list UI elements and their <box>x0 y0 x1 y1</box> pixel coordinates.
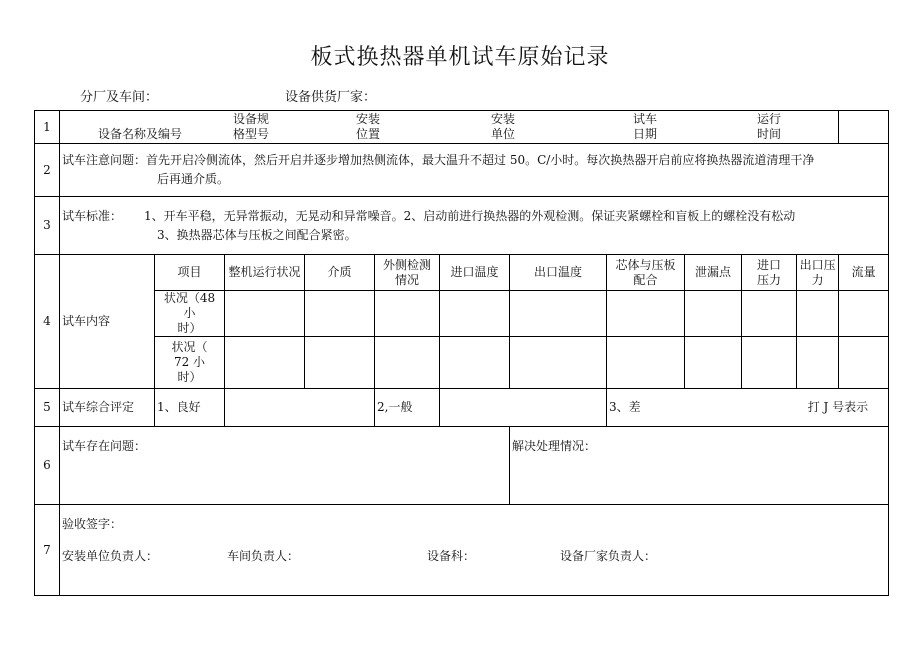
data-cell[interactable] <box>742 337 797 389</box>
medium-header: 介质 <box>305 255 375 291</box>
data-cell[interactable] <box>839 337 889 389</box>
solution-label: 解决处理情况： <box>512 439 597 453</box>
rating-poor-cell[interactable] <box>607 389 889 427</box>
inlet-temp-header: 进口温度 <box>440 255 510 291</box>
status-48h-label: 状况（48 小 时） <box>155 291 225 337</box>
evaluation-label: 试车综合评定 <box>60 389 155 427</box>
rating-average[interactable]: 2,一般 <box>375 389 440 427</box>
notice-line-2: 后再通介质。 <box>157 172 230 186</box>
flow-header: 流量 <box>839 255 889 291</box>
test-date-label-1: 试车 <box>633 112 658 126</box>
standard-line-2: 3、换热器芯体与压板之间配合紧密。 <box>157 227 357 242</box>
overall-status-header: 整机运行状况 <box>225 255 305 291</box>
standard-label: 试车标准： <box>62 208 123 223</box>
data-cell[interactable] <box>797 337 839 389</box>
spec-label-2: 格型号 <box>233 127 270 141</box>
status-72h-label: 状况（ 72 小 时） <box>155 337 225 389</box>
spec-label-1: 设备规 <box>233 112 270 126</box>
supplier-owner-label: 设备厂家负责人： <box>560 549 657 563</box>
data-cell[interactable] <box>607 337 685 389</box>
data-cell[interactable] <box>742 291 797 337</box>
table-row <box>35 337 889 389</box>
rating-good-mark[interactable] <box>225 389 375 427</box>
outlet-temp-header: 出口温度 <box>510 255 607 291</box>
table-row <box>35 111 889 144</box>
data-cell[interactable] <box>375 337 440 389</box>
data-cell[interactable] <box>510 291 607 337</box>
table-row <box>35 291 889 337</box>
device-name-label: 设备名称及编号 <box>98 127 183 141</box>
supplier-label: 设备供货厂家： <box>285 90 377 105</box>
branch-label: 分厂及车间： <box>80 90 159 105</box>
row-number: 4 <box>35 255 60 389</box>
install-unit-label-2: 单位 <box>491 127 516 141</box>
workshop-owner-label: 车间负责人： <box>227 549 300 563</box>
runtime-value-cell[interactable] <box>839 111 889 144</box>
item-header: 项目 <box>155 255 225 291</box>
test-content-label: 试车内容 <box>60 255 155 389</box>
acceptance-label: 验收签字： <box>62 517 123 531</box>
table-row <box>35 255 889 291</box>
outlet-pressure-header: 出口压 力 <box>797 255 839 291</box>
mark-note: 打 J 号表示 <box>807 400 869 414</box>
row-number: 3 <box>35 197 60 255</box>
data-cell[interactable] <box>305 291 375 337</box>
install-owner-label: 安装单位负责人： <box>62 549 159 563</box>
rating-good[interactable]: 1、良好 <box>155 389 225 427</box>
install-unit-label-1: 安装 <box>491 112 516 126</box>
standard-line-1: 1、开车平稳，无异常振动，无晃动和异常噪音。2、启动前进行换热器的外观检测。保证夹紧螺栓和盲板上的螺栓没有松动 <box>144 208 796 223</box>
issues-cell[interactable] <box>60 427 510 505</box>
row-number: 1 <box>35 111 60 144</box>
test-date-label-2: 日期 <box>633 127 658 141</box>
table-row <box>35 197 889 255</box>
table-row <box>35 505 889 596</box>
runtime-label-1: 运行 <box>757 112 782 126</box>
row-number: 2 <box>35 144 60 197</box>
data-cell[interactable] <box>510 337 607 389</box>
data-cell[interactable] <box>375 291 440 337</box>
data-cell[interactable] <box>225 337 305 389</box>
inlet-pressure-header: 进口 压力 <box>742 255 797 291</box>
table-row <box>35 144 889 197</box>
data-cell[interactable] <box>305 337 375 389</box>
table-row <box>35 427 889 505</box>
data-cell[interactable] <box>440 337 510 389</box>
row-number: 5 <box>35 389 60 427</box>
install-pos-label-2: 位置 <box>356 127 381 141</box>
external-check-header: 外侧检测 情况 <box>375 255 440 291</box>
row-number: 7 <box>35 505 60 596</box>
data-cell[interactable] <box>440 291 510 337</box>
data-cell[interactable] <box>607 291 685 337</box>
row-number: 6 <box>35 427 60 505</box>
notice-line-1: 试车注意问题：首先开启冷侧流体，然后开启并逐步增加热侧流体，最大温升不超过 50。C/小时。每次换热器开启前应将换热器流道清理干净 <box>62 153 815 167</box>
data-cell[interactable] <box>685 291 742 337</box>
page-title: 板式换热器单机试车原始记录 <box>310 45 610 70</box>
issues-label: 试车存在问题： <box>62 439 147 453</box>
rating-poor: 3、差 <box>609 400 641 414</box>
table-row <box>35 389 889 427</box>
data-cell[interactable] <box>797 291 839 337</box>
data-cell[interactable] <box>225 291 305 337</box>
install-pos-label-1: 安装 <box>356 112 381 126</box>
leak-header: 泄漏点 <box>685 255 742 291</box>
runtime-label-2: 时间 <box>757 127 782 141</box>
core-fit-header: 芯体与压板 配合 <box>607 255 685 291</box>
record-table <box>34 110 889 596</box>
data-cell[interactable] <box>685 337 742 389</box>
solution-cell[interactable] <box>510 427 889 505</box>
rating-average-mark[interactable] <box>440 389 607 427</box>
data-cell[interactable] <box>839 291 889 337</box>
equipment-dept-label: 设备科： <box>427 549 476 563</box>
